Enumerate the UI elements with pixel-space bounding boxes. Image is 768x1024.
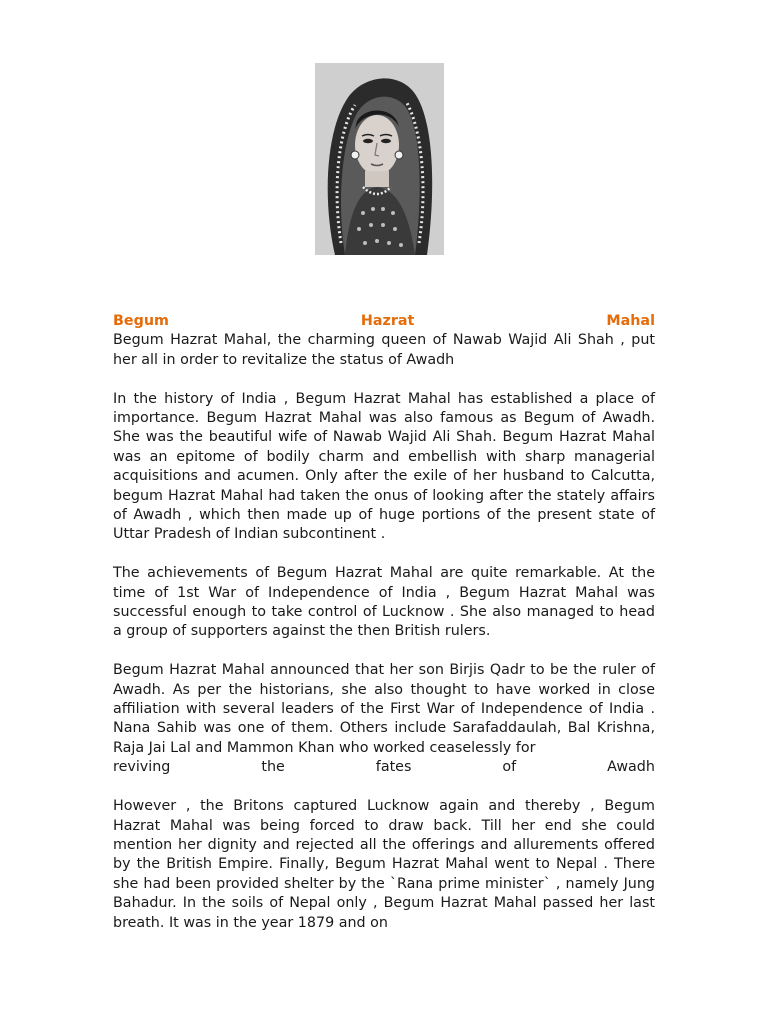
- heading-word-1: Begum: [113, 313, 169, 329]
- paragraph-achievements: The achievements of Begum Hazrat Mahal are quite remarkable. At the time of 1st War of Independence of India , Begum Hazrat Mahal was successful enough to take control of Lucknow . She also managed to head a group of supporters against the then British rulers.: [113, 565, 655, 640]
- portrait-illustration: [315, 63, 444, 255]
- paragraph-exile: However , the Britons captured Lucknow again and thereby , Begum Hazrat Mahal was being forced to draw back. Till her end she could mention her dignity and rejected all the offerings and allurements offered by the British Empire. Finally, Begum Hazrat Mahal went to Nepal . There she had been provided shelter by the `Rana prime minister` , namely Jung Bahadur. In the soils of Nepal only , Begum Hazrat Mahal passed her last breath. It was in the year 1879 and on: [113, 798, 655, 931]
- spread-word-4: of: [502, 759, 517, 776]
- paragraph-history: In the history of India , Begum Hazrat Mahal has established a place of importance. Begum Hazrat Mahal was also famous as Begum of Awadh. She was the beautiful wife of Nawab Wajid Ali Shah. Begum Hazrat Mahal was an epitome of bodily charm and embellish with sharp managerial acquisitions and acumen. Only after the exile of her husband to Calcutta, begum Hazrat Mahal had taken the onus of looking after the stately affairs of Awadh , which then made up of huge portions of the present state of Uttar Pradesh of Indian subcontinent .: [113, 390, 655, 543]
- paragraph-allies: Begum Hazrat Mahal announced that her son Birjis Qadr to be the ruler of Awadh. As per the historians, she also thought to have worked in close affiliation with several leaders of the First War of Independence of India . Nana Sahib was one of them. Others include Sarafaddaulah, Bal Krishna, Raja Jai Lal and Mammon Khan who worked ceaselessly for: [113, 662, 655, 756]
- spread-line: [113, 758, 655, 777]
- article-heading: [113, 312, 655, 331]
- spread-word-3: fates: [375, 759, 412, 776]
- portrait-image: [315, 63, 444, 255]
- intro-line: Begum Hazrat Mahal, the charming queen of Nawab Wajid Ali Shah , put her all in order to revitalize the status of Awadh: [113, 332, 655, 368]
- heading-word-2: Hazrat: [360, 313, 415, 329]
- spread-word-2: the: [261, 759, 285, 776]
- spread-word-5: Awadh: [607, 759, 655, 776]
- heading-word-3: Mahal: [606, 313, 655, 329]
- spread-word-1: reviving: [113, 759, 171, 776]
- article-body: [113, 312, 655, 933]
